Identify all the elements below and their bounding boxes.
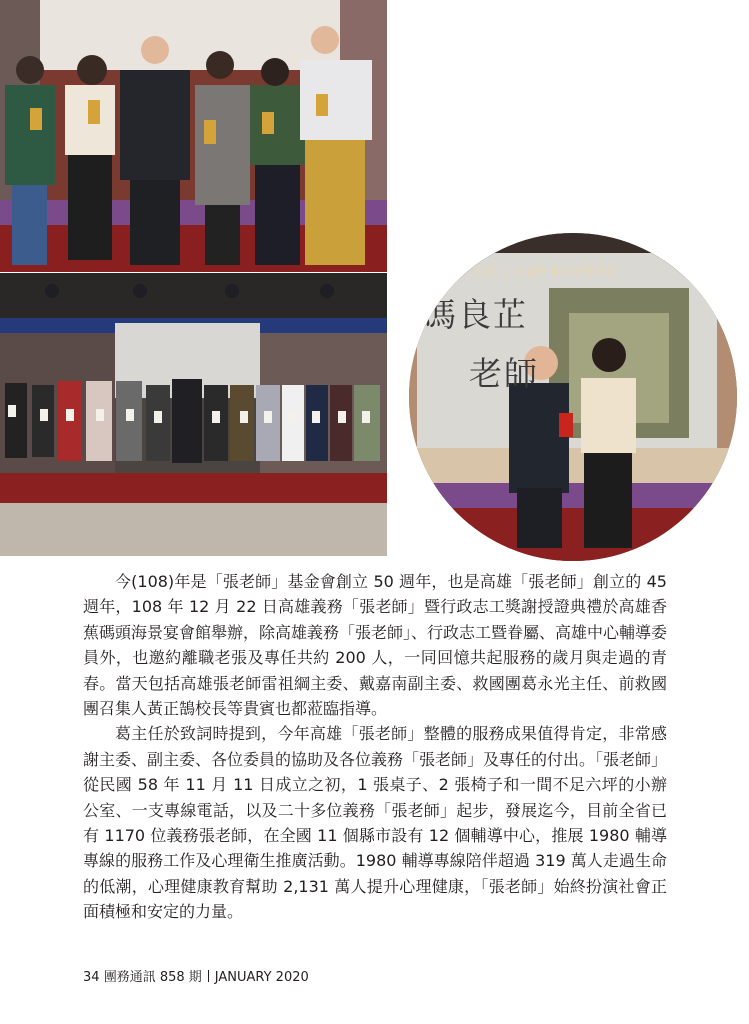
screen-name-text: 馮良芷 (423, 295, 528, 334)
award-presentation-illustration (409, 233, 737, 561)
award-ceremony-photo (0, 0, 387, 272)
screen-banner-text: 「張老師」基金會 研究所優學金 (459, 265, 617, 278)
publication-name: 團務通訊 858 期 (103, 970, 202, 985)
page-number: 34 (83, 970, 100, 985)
group-photo-illustration (0, 273, 387, 556)
award-presentation-photo (409, 233, 737, 561)
group-certificate-photo (0, 273, 387, 556)
publication-date: JANUARY 2020 (214, 970, 309, 985)
footer-divider (208, 970, 209, 982)
article-body (83, 569, 667, 925)
award-ceremony-illustration (0, 0, 387, 272)
page-footer (83, 966, 309, 985)
article-paragraph: 今(108)年是「張老師」基金會創立 50 週年，也是高雄「張老師」創立的 45 週年，108 年 12 月 22 日高雄義務「張老師」暨行政志工獎謝授證典禮於高雄香蕉碼頭海景宴會館舉辦，除高雄義務「張老師」、行政志工暨眷屬、高雄中心輔導委員外，也邀約離職老張及專任共約 200 人，一同回憶共起服務的歲月與走過的青春。當天包括高雄張老師雷祖綱主委、戴嘉南副主委、救國團葛永光主任、前救國團召集人黃正鵠校長等貴賓也都蒞臨指導。 (83, 572, 668, 719)
article-paragraph: 葛主任於致詞時提到，今年高雄「張老師」整體的服務成果值得肯定，非常感謝主委、副主委、各位委員的協助及各位義務「張老師」及專任的付出。「張老師」從民國 58 年 11 月 11 日成立之初，1 張桌子、2 張椅子和一間不足六坪的小辦公室、一支專線電話，以及二十多位義務「張老師」起步，發展迄今，目前全省已有 1170 位義務張老師，在全國 11 個縣市設有 12 個輔導中心，推展 1980 輔導專線的服務工作及心理衛生推廣活動。1980 輔導專線陪伴超過 319 萬人走過生命的低潮，心理健康教育幫助 2,131 萬人提升心理健康，「張老師」始終扮演社會正面積極和安定的力量。 (83, 724, 668, 922)
screen-title-text: 老師 (469, 354, 539, 393)
